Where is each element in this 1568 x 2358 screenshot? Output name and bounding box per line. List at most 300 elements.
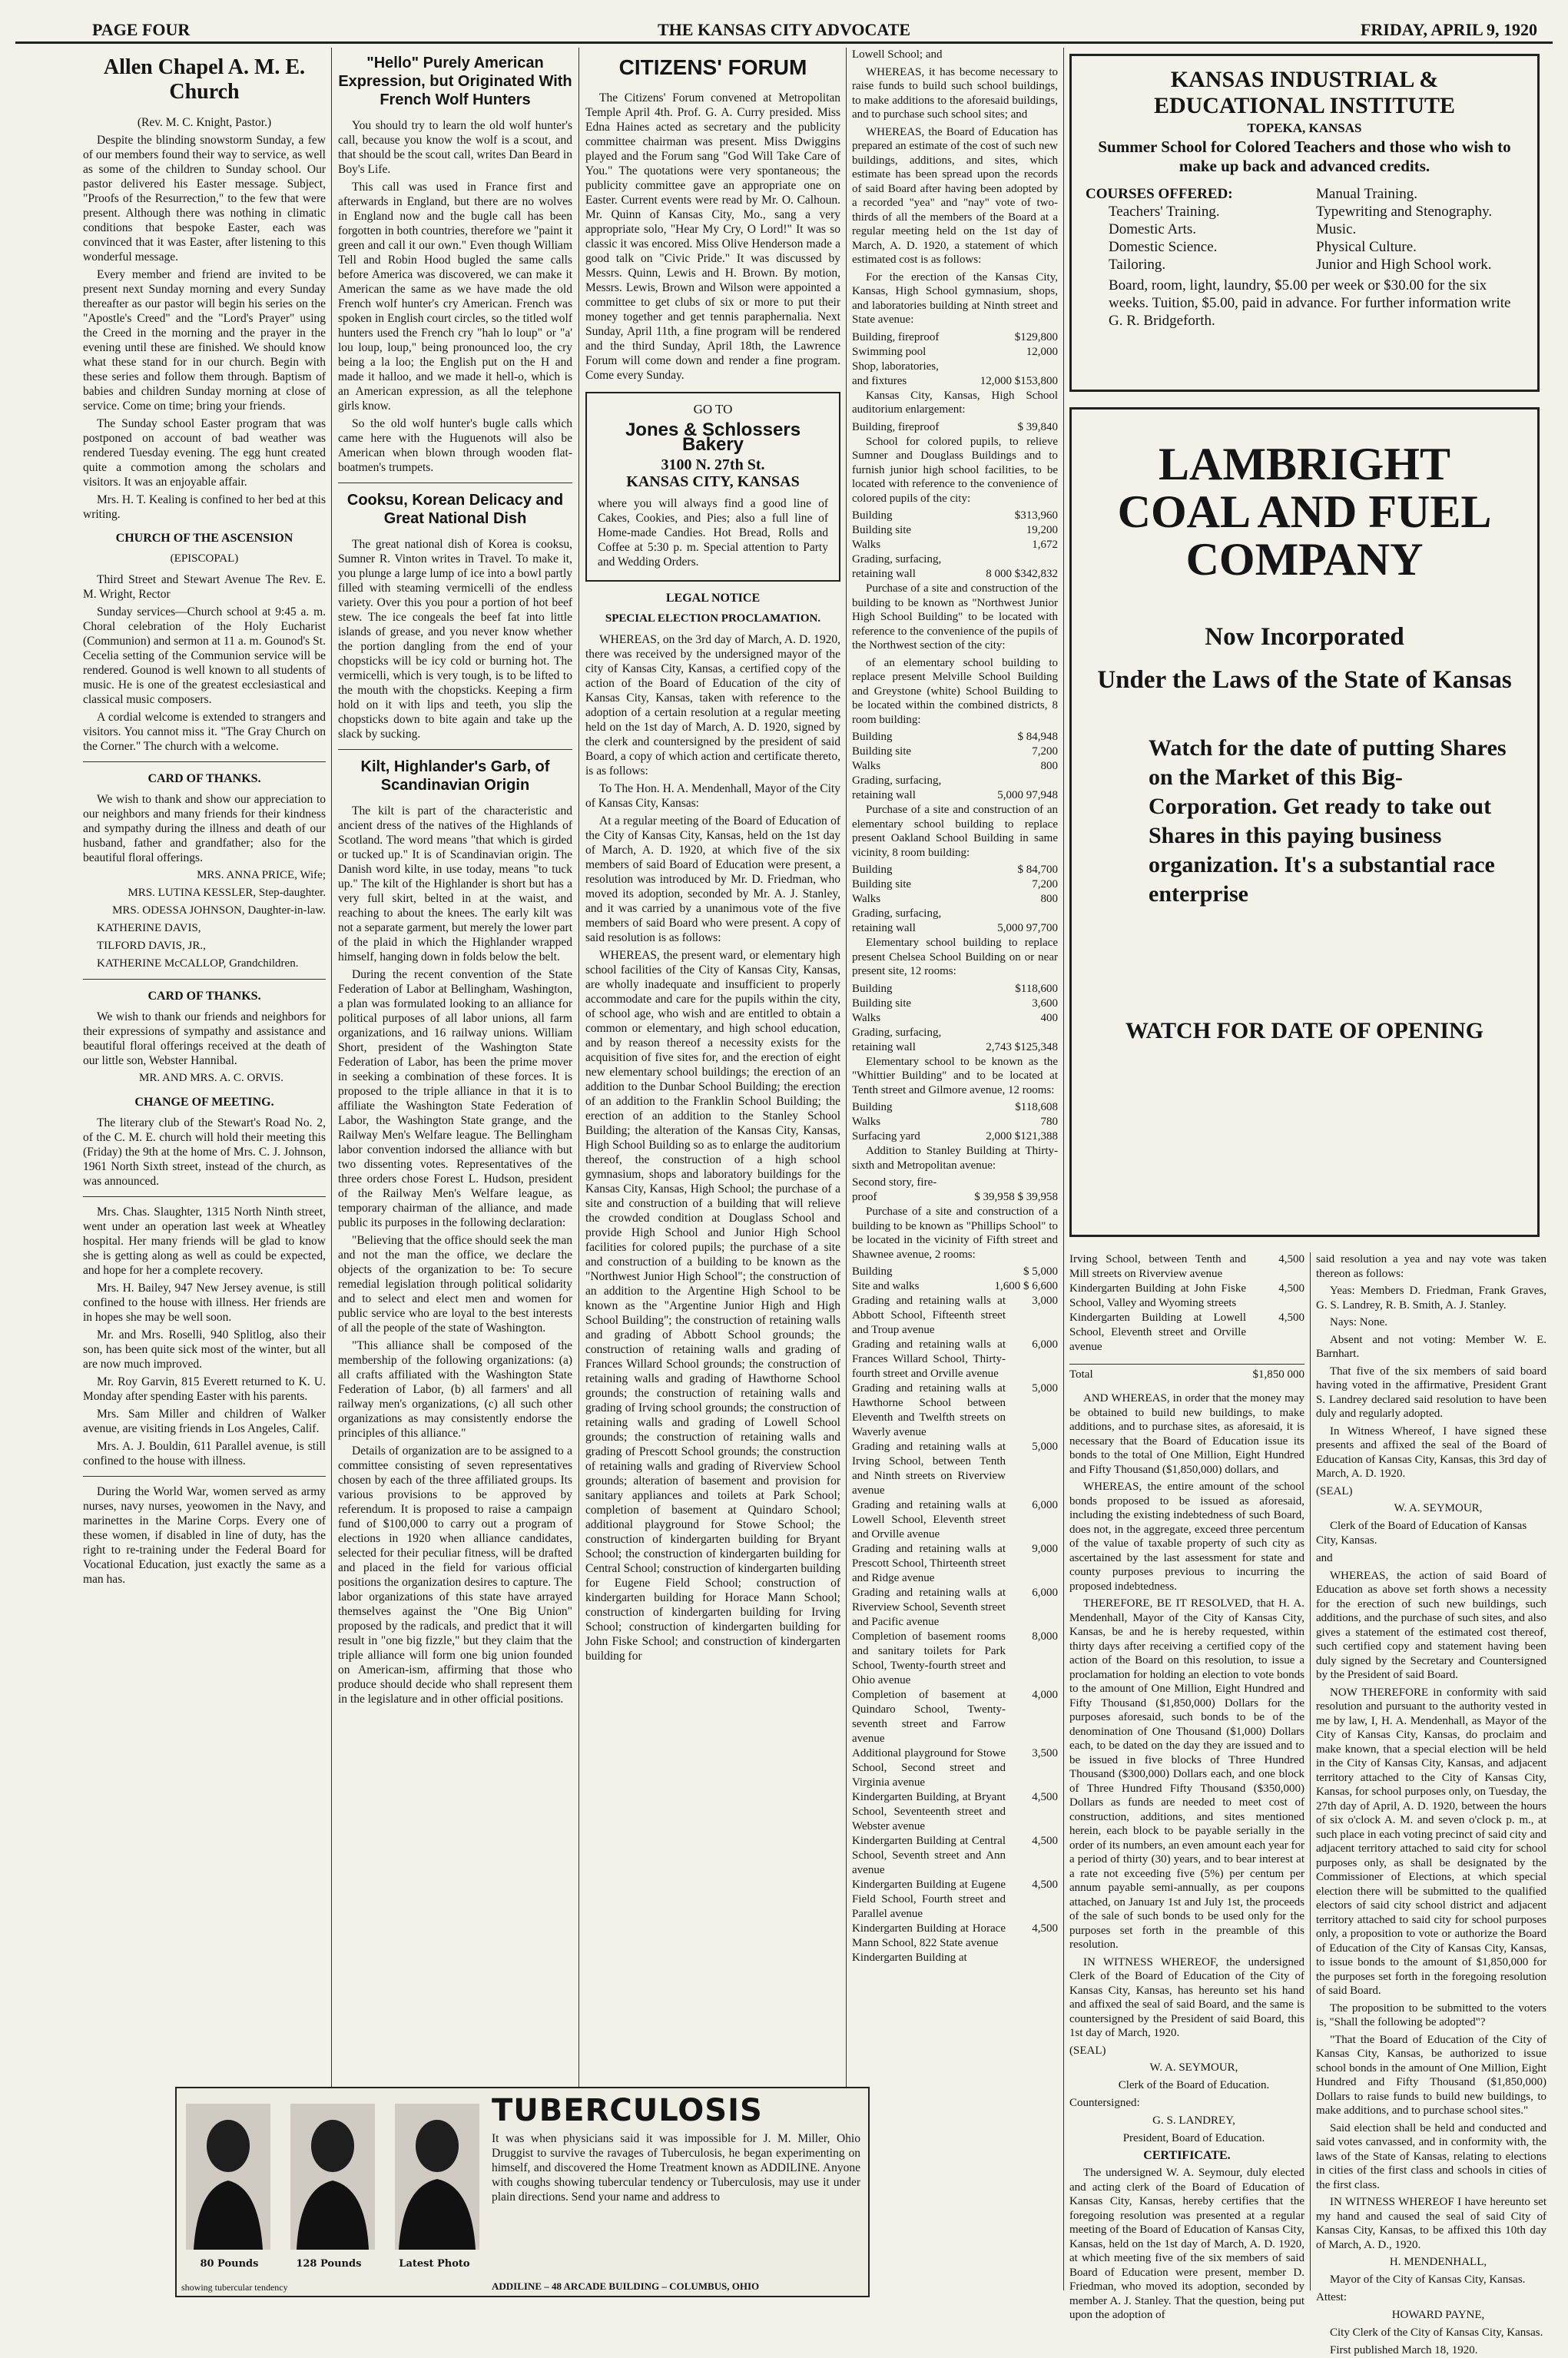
photo-caption: 128 Pounds [296,2258,362,2270]
photo-caption: Latest Photo [399,2258,470,2270]
headline-kilt: Kilt, Highlander's Garb, of Scandinavian Origin [360,758,550,794]
separator [83,979,326,980]
cost-row [852,1878,1058,1922]
cost-label: Grading, surfacing, [852,774,942,787]
cost-value: 800 [1040,760,1058,772]
cost-row [852,1265,1058,1279]
cost-label: Shop, laboratories, [852,360,939,373]
cost-label: Grading, surfacing, [852,553,942,565]
cost-label: Building site [852,524,912,536]
signature-role: City Clerk of the City of Kansas City, Kansas. [1330,2326,1543,2339]
personal-item: Mr. Roy Garvin, 815 Everett returned to K. U. Monday after spending Easter with his parents. [83,1375,326,1403]
cost-row [852,345,1058,360]
headline-card-of-thanks: CARD OF THANKS. [148,990,261,1003]
cost-value: 6,000 [1032,1338,1058,1351]
legal-paragraph: School for colored pupils, to relieve Sumner and Douglass Buildings and to furnish junior high school facilities, to be located with reference to the convenience of colored pupils of the city: [852,435,1058,505]
legal-paragraph: of an elementary school building to replace present Melville School Building and Greystone (white) School Building to be located within the combined districts, 8 room building: [852,656,1058,726]
cost-value: 12,000 [1026,345,1058,358]
separator [83,761,326,762]
cost-label: Kindergarten Building at John Fiske School, Valley and Wyoming streets [1069,1282,1246,1309]
legal-paragraph: Purchase of a site and construction of a building to be known as "Phillips School" to be located in the vicinity of Fifth street and Shawnee avenue, 2 rooms: [852,1206,1058,1261]
signature-block [83,868,326,971]
cost-row [852,1922,1058,1951]
cost-label: Building site [852,997,912,1010]
legal-paragraph: WHEREAS, the Board of Education has prepared an estimate of the cost of such new buildings, additions, and sites, which estimate has been spread upon the records of said Board after having been adopted by a recorded "yea" and "nay" vote of two-thirds of all the members of the Board at a regular meeting held on the 1st day of March, A. D. 1920, a statement of which estimated cost is as follows: [852,125,1058,266]
cost-value: 2,743 $125,348 [986,1040,1058,1053]
cost-row [852,1746,1058,1790]
legal-paragraph: To The Hon. H. A. Mendenhall, Mayor of the City of Kansas City, Kansas: [585,782,840,810]
bakery-go-to: GO TO [693,402,733,416]
cost-value: $ 39,958 $ 39,958 [974,1191,1058,1203]
cost-label: Grading and retaining walls at Riverview School, Seventh street and Pacific avenue [852,1587,1006,1628]
cost-row [852,1790,1058,1834]
legal-paragraph: Elementary school building to replace present Chelsea School Building on or near present site, 12 rooms: [852,937,1058,977]
cost-label: Additional playground for Stowe School, Second street and Virginia avenue [852,1747,1006,1789]
personal-item: Mrs. H. Bailey, 947 New Jersey avenue, is still confined to the house with illness. Her friends are in hopes she may be well soon. [83,1282,326,1324]
signature: MR. AND MRS. A. C. ORVIS. [138,1072,283,1084]
cost-row [852,1115,1058,1129]
cost-label: Grading and retaining walls at Hawthorne School between Eleventh and Twelfth streets on Waverly avenue [852,1382,1006,1438]
signature-role: President, Board of Education. [1122,2131,1265,2144]
cost-label: Grading, surfacing, [852,1026,942,1039]
portrait-photo-icon [395,2104,479,2250]
column-rule [331,48,332,2290]
page-header [15,11,1553,44]
legal-paragraph: Elementary school to be known as the "Whittier Building" and to be located at Tenth street and Gilmore avenue, 12 rooms: [852,1055,1058,1096]
course-item: Physical Culture. [1316,239,1417,255]
bakery-city: KANSAS CITY, KANSAS [626,473,800,490]
cost-label: Site and walks [852,1280,920,1292]
cost-value: 4,500 [1278,1312,1304,1324]
cost-value: 5,000 [1032,1441,1058,1453]
course-item: Typewriting and Stenography. [1316,204,1493,220]
cost-label: Kindergarten Building at Lowell School, Eleventh street and Orville avenue [1069,1312,1246,1353]
cost-label: Building, fireproof [852,330,940,343]
cost-label: Swimming pool [852,345,927,358]
seal: (SEAL) [1069,2044,1106,2057]
column-rule [578,48,579,2290]
course-item: Junior and High School work. [1316,257,1492,273]
cost-value: $118,608 [1015,1101,1058,1113]
cost-label: Walks [852,539,881,551]
institute-board: Board, room, light, laundry, $5.00 per week or $30.00 for the six weeks. Tuition, $5.00, paid in advance. For further information write G. R. Bridgeforth. [1109,277,1511,329]
cost-value: $ 5,000 [1023,1265,1058,1278]
cost-row [852,567,1058,582]
cost-label: Building [852,1101,893,1113]
seal: (SEAL) [1316,1484,1353,1497]
signature: KATHERINE McCALLOP, Grandchildren. [97,957,299,970]
separator [83,1476,326,1477]
legal-paragraph: AND WHEREAS, in order that the money may be obtained to build new buildings, to make additions, and to purchase sites, as aforesaid, it is necessary that the Board of Education issue its bonds to the total of One Million, Eight Hundred and Fifty Thousand ($1,850,000) dollars, and [1069,1392,1304,1476]
courses-label: COURSES OFFERED: [1086,186,1233,202]
cost-value: 3,000 [1032,1295,1058,1307]
cost-row [852,552,1058,567]
legal-paragraph: Kansas City, Kansas, High School auditorium enlargement: [852,389,1058,416]
cost-value: 1,600 $ 6,600 [994,1280,1058,1292]
grading-list [852,1294,1058,1965]
course-item: Domestic Science. [1109,239,1218,255]
cost-label: Building [852,864,893,876]
institute-city: TOPEKA, KANSAS [1247,121,1362,135]
lambright-ad [1069,407,1540,1237]
signature: TILFORD DAVIS, JR., [97,940,206,952]
cost-label: Grading and retaining walls at Irving School, between Tenth and Ninth streets on Riverview avenue [852,1441,1006,1497]
cost-label: Kindergarten Building, at Bryant School, Seventeenth street and Webster avenue [852,1791,1006,1832]
cost-label: Walks [852,1116,881,1128]
cost-row [852,1100,1058,1115]
bakery-body: where you will always find a good line of Cakes, Cookies, and Pies; also a full line of Home-made Candies. Hot Bread, Rolls and Coffee at 5:30 p. m. Special attention to Party and Wedding Orders. [598,497,828,569]
article-paragraph: The Citizens' Forum convened at Metropolitan Temple April 4th. Prof. G. A. Curry presided. Miss Edna Haines acted as secretary and the publicity committee chairman was present. Miss Dwiggins played and the Forum sang "God Will Take Care of You." The quotations were very spontaneous; the publicity committee gave an appropriate one on Easter. Current events were read by Mr. O. Calhoun. Mr. Quinn of Kansas City, Mo., sang a very appropriate solo, "Hear My Cry, O Lord!" It was so classic it was encored. Miss Olive Henderson made a good talk on "Civic Pride." It was discussed by Messrs. Quinn, Lewis and H. Brown. By motion, Messrs. Lewis, Brown and Wilson were appointed a committee to get clubs of six or more to put their money together and get tennis paraphernalia. Next Sunday, April 11th, a fine program will be rendered and the third Sunday, April 18th, the Lawrence Forum will come down and render a fine program. Come every Sunday. [585,91,840,382]
headline-allen-chapel: Allen Chapel A. M. E. Church [103,55,306,104]
cost-row [852,1498,1058,1542]
article-paragraph: Third Street and Stewart Avenue The Rev. E. M. Wright, Rector [83,573,326,601]
cost-value: $ 84,948 [1017,731,1058,743]
article-paragraph: "This alliance shall be composed of the membership of the following organizations: (a) all crafts affiliated with the Washington State Federation of Labor, (b) all farmers' and all railway men's organizations, (c) all such other organizations as may consistently endorse the principles of this alliance." [338,1339,572,1440]
conjunction: and [1316,1552,1333,1564]
tuberculosis-title: TUBERCULOSIS [492,2093,763,2128]
column-1 [83,48,326,2075]
cost-row [852,863,1058,877]
cost-value: $129,800 [1014,330,1058,343]
cost-row [852,1176,1058,1190]
cost-table [852,1100,1058,1144]
byline: (Rev. M. C. Knight, Pastor.) [137,116,272,129]
cost-row [852,523,1058,538]
legal-paragraph: Said election shall be held and conducted and said votes canvassed, and in conformity with, the laws of the State of Kansas, relating to elections in cities of the first class and schools in cities of the first class. [1316,2121,1546,2191]
cost-value: 4,500 [1032,1879,1058,1891]
cost-row [852,730,1058,745]
article-paragraph: The literary club of the Stewart's Road No. 2, of the C. M. E. church will hold their meeting this (Friday) the 9th at the home of Mrs. C. J. Johnson, 1961 North Sixth street, instead of the church, as was announced. [83,1116,326,1188]
signature-role: Clerk of the Board of Education of Kansas City, Kansas. [1316,1520,1527,1547]
cost-label: Building [852,731,893,743]
legal-paragraph: "That the Board of Education of the City of Kansas City, Kansas, be authorized to issue school bonds in the amount of One Million, Eight Hundred and Fifty Thousand ($1,850,000) Dollars to raise funds to build new buildings, to make additions, and to purchase school sites." [1316,2033,1546,2117]
cost-value: 1,672 [1032,539,1058,551]
lambright-name: COAL AND FUEL [1117,486,1492,537]
legal-paragraph: WHEREAS, the present ward, or elementary high school facilities of the City of Kansas City, Kansas, are wholly inadequate and insufficient to properly accommodate and care for the pupils within the city, of school age, who wish and are entitled to obtain a common or elementary, and high school education, and by reason thereof a necessity exists for the acquisition of five sites for, and the erection of eight new elementary school buildings; the erection of an addition to the Dunbar School Building; the erection of an addition to the Franklin School Building; the erection of an addition to the Stanley School Building; the alteration of the Kansas City, Kansas, High School Building so as to enlarge the auditorium thereof, the construction of a high school gymnasium, shops and laboratory buildings for the Kansas City, Kansas, High School; the purchase of a site and construction of a building that will relieve the crowded condition at Douglass School and provide High School and Junior High School facilities for colored pupils; the purchase of a site and construction of a building to be known as the "Northwest Junior High School"; the construction of an addition to the Argentine High School to be known as the "Argentine Junior High and High School Building"; the construction of retaining walls and grading of Abbott School grounds; the construction of retaining walls and grading of Frances Willard School grounds; the construction of retaining walls and grading of Hawthorne School grounds; the construction of retaining walls and grading of Irving school grounds; the construction of retaining walls and grading of Lowell School grounds; the construction of retaining walls and grading of Prescott School grounds; the construction of retaining walls and grading of Riverview School grounds; alteration of basement and provision for sanitary appliances and toilets at Park School; completion of basement at Quindaro School; additional playground for Stowe School; the construction of kindergarten building for Bryant School; the construction of kindergarten building for Central School; construction of kindergarten building for Eugene Field School; construction of kindergarten building for Horace Mann School; construction of kindergarten building for Irving School; construction of kindergarten building for John Fiske School; and construction of kindergarten building for [585,949,840,1663]
cost-table [852,730,1058,803]
issue-date: FRIDAY, APRIL 9, 1920 [1360,20,1537,39]
article-paragraph: Every member and friend are invited to be present next Sunday morning and every Sunday thereafter as our pastor will begin his series on the "Apostle's Creed" and the "Lord's Prayer" using the Creed in the morning and the prayer in the evening until these are finished. We should know what these stand for in our church. Begin with these series and follow them through. Baptism of babies and children Sunday morning at close of service. Come on time; bring your friends. [83,268,326,413]
masthead: THE KANSAS CITY ADVOCATE [657,20,910,39]
separator [338,749,572,750]
legal-paragraph: The proposition to be submitted to the voters is, "Shall the following be adopted"? [1316,2001,1546,2028]
cost-value: 4,000 [1032,1689,1058,1701]
cost-value: 4,500 [1032,1922,1058,1935]
column-3 [585,48,840,2290]
legal-paragraph: Nays: None. [1330,1316,1387,1328]
cost-value: 6,000 [1032,1499,1058,1511]
signature-role: Clerk of the Board of Education. [1118,2079,1270,2091]
personal-item: Mr. and Mrs. Roselli, 940 Splitlog, also their son, has been quite sick most of the winter, but all are now much improved. [83,1328,326,1371]
cost-label: Building site [852,878,912,890]
courses-left [1086,185,1293,274]
cost-value: 3,600 [1032,997,1058,1010]
cost-row [852,982,1058,997]
article-paragraph: We wish to thank and show our appreciation to our neighbors and many friends for their kindness and sympathy during the illness and death of our husband, father and grandfather; also for the beautiful floral offerings. [83,793,326,864]
cost-row [852,1440,1058,1498]
cost-value: 9,000 [1032,1543,1058,1555]
legal-paragraph: WHEREAS, the entire amount of the school bonds proposed to be issued as aforesaid, including the existing indebtedness of such Board, does not, in the aggregate, exceed three percentum of the value of taxable property of such city as ascertained by the last assessment for state and county purposes previous to incurring the proposed indebtedness. [1069,1481,1304,1593]
cost-label: Building [852,1265,893,1278]
cost-table [852,509,1058,582]
legal-paragraph: Addition to Stanley Building at Thirty-sixth and Metropolitan avenue: [852,1145,1058,1172]
article-paragraph: Details of organization are to be assigned to a committee consisting of seven representatives chosen by each of the three affiliated groups. Its various provisions to be approved by referendum. It is proposed to raise a campaign fund of $100,000 to carry out a program of elections in 1920 when alliance candidates, selected for their peculiar fitness, will be drafted and placed in the field for various official positions the organization desires to capture. The labor organizations of this state have arrayed themselves against the "One Big Union" proposed by the radicals, and predict that it will result in "one big fizzle," but they claim that the triple alliance will form one big union founded on American-ism, affirming that those who produce should decide who shall represent them in the legislature and in other official positions. [338,1444,572,1706]
column-rule [1310,1252,1311,2290]
legal-paragraph: WHEREAS, the action of said Board of Education as above set forth shows a necessity for the erection of such new buildings, such additions, and the purchase of such sites, and also gives a statement of the estimated cost thereof, such certified copy and statement having been duly signed by the Secretary and Countersigned by the President of said Board. [1316,1569,1546,1681]
cost-label: Irving School, between Tenth and Mill streets on Riverview avenue [1069,1253,1246,1280]
portrait-photo-icon [290,2104,375,2250]
legal-paragraph: IN WITNESS WHEREOF I have hereunto set my hand and caused the seal of said City of Kansas City, Kansas, to be affixed this 10th day of March, A. D., 1920. [1316,2196,1546,2251]
cost-value: 800 [1040,893,1058,905]
bakery-name: Jones & Schlossers Bakery [625,420,801,455]
cost-row [852,1630,1058,1688]
article-paragraph: Mrs. H. T. Kealing is confined to her bed at this writing. [83,493,326,521]
cost-value: 7,200 [1032,878,1058,890]
signature: H. MENDENHALL, [1389,2256,1487,2268]
headline-legal-notice: LEGAL NOTICE [665,592,761,605]
cost-row [852,759,1058,774]
cost-label: Grading and retaining walls at Lowell School, Eleventh street and Orville avenue [852,1499,1006,1540]
institute-title: KANSAS INDUSTRIAL & EDUCATIONAL INSTITUTE [1153,67,1456,118]
cost-row [852,420,1058,435]
legal-paragraph: NOW THEREFORE in conformity with said resolution and pursuant to the authority vested in me by law, I, H. A. Mendenhall, as Mayor of the City of Kansas City, Kansas, do proclaim and make known, that a special election will be held in the City of Kansas City, Kansas, and adjacent territory attached to the City of Kansas City, Kansas, for school purposes only, on Tuesday, the 27th day of April, A. D. 1920, between the hours of six o'clock A. M. and seven o'clock p. m., at such place in each voting precinct of said city and adjacent territory attached to said city for school purposes only, as shall be designated by the Commissioner of Elections, at which special election there will be submitted to the qualified electors of said city school district and adjacent territory attached to said city for school purposes only, a proposition to vote or authorize the Board of Education of the City of Kansas City, Kansas, to issue bonds to the amount of $1,850,000 for the purposes set forth in the foregoing resolution of said Board. [1316,1686,1546,1997]
cost-label: Building, fireproof [852,420,940,433]
headline-card-of-thanks: CARD OF THANKS. [148,772,261,785]
legal-paragraph: Absent and not voting: Member W. E. Barnhart. [1316,1333,1546,1360]
cost-row [852,907,1058,921]
cost-row [852,374,1058,389]
cost-table [852,330,1058,389]
cost-row [852,538,1058,552]
cost-value: $313,960 [1014,509,1058,522]
kansas-institute-ad [1069,54,1540,392]
photo-caption: 80 Pounds [200,2258,259,2270]
cost-label: Building [852,982,893,995]
cost-row [852,1951,1058,1965]
article-paragraph: Sunday services—Church school at 9:45 a. m. Choral celebration of the Holy Eucharist (Communion) and sermon at 11 a. m. Gounod's St. Cecelia setting of the Communion service will be rendered. Gounod is well known to all students of music. He is one of the greatest ecclesiastical and classical music composers. [83,605,326,706]
cost-row [852,1294,1058,1338]
cost-value: 3,500 [1032,1747,1058,1759]
article-paragraph: The Sunday school Easter program that was postponed on account of bad weather was rendered Tuesday evening. The egg hunt created quite a commotion among the scholars and visitors. It was an enjoyable affair. [83,417,326,489]
cost-label: Walks [852,893,881,905]
cost-label: Kindergarten Building at Eugene Field School, Fourth street and Parallel avenue [852,1879,1006,1920]
total-label: Total [1069,1368,1093,1381]
legal-paragraph: Yeas: Members D. Friedman, Frank Graves, G. S. Landrey, R. B. Smith, A. J. Stanley. [1316,1285,1546,1312]
signature-role: Mayor of the City of Kansas City, Kansas. [1330,2273,1526,2286]
countersigned: Countersigned: [1069,2097,1140,2109]
tuberculosis-body: It was when physicians said it was impossible for J. M. Miller, Ohio Druggist to survive the ravages of Tuberculosis, he began experimenting on himself, and discovered the Home Treatment known as ADDILINE. Anyone with coughs showing tubercular tendency or Tuberculosis, may use it under plain directions. Send your name and address to [492,2132,860,2204]
cost-value: 5,000 97,700 [997,922,1058,934]
legal-paragraph: WHEREAS, on the 3rd day of March, A. D. 1920, there was received by the undersigned mayor of the city of Kansas City, Kansas, a certified copy of the action of the Board of Education of the city of Kansas City, Kansas, taken with reference to the adoption of a certain resolution at a regular meeting held on the 1st day of March, A. D. 1920, signed by the clerk and countersigned by the president of said Board, a copy of which action and certificate thereto, is as follows: [585,633,840,778]
certificate-title: CERTIFICATE. [1143,2148,1231,2162]
lambright-watch: WATCH FOR DATE OF OPENING [1125,1018,1484,1043]
cost-label: Kindergarten Building at [852,1952,967,1964]
cost-row [852,360,1058,374]
cost-row [852,509,1058,523]
cost-value: 5,000 [1032,1382,1058,1395]
courses-grid [1086,185,1523,274]
cost-value: $118,600 [1015,982,1058,995]
lambright-name: COMPANY [1185,534,1424,585]
cost-value: 7,200 [1032,745,1058,758]
cost-row [852,1338,1058,1381]
cost-row [852,745,1058,759]
article-paragraph: This call was used in France first and afterwards in England, but there are no wolves in England now and the bugle call has been forgotten in both countries, therefore we "paint it green and call it our own." Even though William Tell and Robin Hood bugled the same calls before America was discovered, we can make it American the same as we have made the old French wolf hunter's cry American. French was spoken in English court circles, so the titled wolf hunters used the French cry "hah lo loup" or "a' lou loup, loup," being pronounced loo, the cry being a la loo; the English put on the H and made it halloo, and we made it hell-o, which is an American expression, as all the telephone girls know. [338,181,572,413]
course-item: Music. [1316,221,1357,237]
institute-summer: Summer School for Colored Teachers and those who wish to make up back and advanced credits. [1098,138,1511,175]
signature: G. S. LANDREY, [1152,2114,1235,2127]
signature: MRS. ODESSA JOHNSON, Daughter-in-law. [112,904,326,917]
cost-label: Kindergarten Building at Central School, Seventh street and Ann avenue [852,1835,1006,1876]
course-item: Manual Training. [1316,186,1417,202]
cost-value: 4,500 [1032,1791,1058,1803]
headline-citizens-forum: CITIZENS' FORUM [618,55,807,79]
article-paragraph: We wish to thank our friends and neighbors for their expressions of sympathy and assistance and beautiful floral offerings received at the death of our little son, Webster Hannibal. [83,1010,326,1067]
cost-table [852,982,1058,1055]
personal-item: Mrs. A. J. Bouldin, 611 Parallel avenue, is still confined to the house with illness. [83,1440,326,1468]
article-paragraph: The great national dish of Korea is cooksu, Sumner R. Vinton writes in Travel. To make it, you plunge a large lump of ice into a bowl partly filled with steaming vermicelli of the endless variety. Over this you pour a portion of hot beef stew. The ice congeals the beef fat into little islands of grease, and you never know whether the portion dangling from the end of your chopsticks will be icy cold or burning hot. The vermicelli, which is very tough, is to be lifted to the mouth with the chopsticks. Keeping a firm hold on it with lips and teeth, you slip the chopsticks down to bite again and take up the slack by sucking. [338,538,572,741]
cost-row [852,1586,1058,1630]
cost-value: 8,000 [1032,1630,1058,1643]
cost-row [852,1190,1058,1205]
cost-label: Building site [852,745,912,758]
cost-label: Grading, surfacing, [852,907,942,920]
legal-paragraph: WHEREAS, it has become necessary to raise funds to build such school buildings, to make additions to the aforesaid buildings, and to purchase such school sites; and [852,65,1058,121]
cost-row [852,1040,1058,1055]
legal-paragraph: IN WITNESS WHEREOF, the undersigned Clerk of the Board of Education of the City of Kansas City, Kansas, has hereunto set his hand and affixed the seal of said Board, and the same is countersigned by the President of said Board, this 1st day of March, 1920. [1069,1955,1304,2039]
column-6 [1316,1252,1546,2356]
cost-label: Second story, fire- [852,1176,937,1189]
bakery-address: 3100 N. 27th St. [661,456,765,473]
legal-paragraph: That five of the six members of said board having voted in the affirmative, President Grant S. Landrey declared said resolution to have been duly and regularly adopted. [1316,1365,1546,1420]
page-number: PAGE FOUR [92,20,191,39]
lambright-incorporated: Now Incorporated [1205,623,1404,651]
lambright-pitch: Watch for the date of putting Shares on the Market of this Big-Corporation. Get ready to take out Shares in this paying business organization. It's a substantial race enterprise [1149,735,1507,907]
article-paragraph: Despite the blinding snowstorm Sunday, a few of our members found their way to service, as well as some of the children to Sunday school. Our pastor delivered his Easter message. Subject, "Proofs of the Resurrection," to the few that were present. Although there was nothing in climatic conditions that bespoke Easter, each was convinced that it was Easter, after listening to this wonderful message. [83,134,326,264]
legal-paragraph: At a regular meeting of the Board of Education of the City of Kansas City, Kansas, held on the 1st day of March, A. D. 1920, at which five of the six members of said Board of Education were present, a resolution was introduced by Mr. D. Friedman, who moved its adoption, seconded by Mr. A. J. Stanley, and it was carried by a unanimous vote of the five members of said Board who were present. A copy of said resolution is as follows: [585,814,840,944]
cost-row [852,892,1058,907]
cost-value: 2,000 $121,388 [986,1130,1058,1143]
total-value: $1,850 000 [1252,1368,1304,1381]
legal-paragraph: THEREFORE, BE IT RESOLVED, that H. A. Mendenhall, Mayor of the City of Kansas City, Kansas, be and he is hereby requested, within thirty days after receiving a certified copy of the action of the Board on this resolution, to issue a proclamation for holding an election to vote bonds to the amount of One Million, Eight Hundred and Fifty Thousand ($1,850,000) Dollars for the purposes aforesaid, such bonds to be of the denomination of One Thousand ($1,000) Dollars each, to be dated on the day they are issued and to be issued in five blocks of Three Hundred Thousand ($300,000) Dollars each, and one block of Three Hundred Fifty Thousand ($350,000) Dollars as funds are needed to meet cost of construction, additions, and sites mentioned herein, each block to be payable serially in the order of its numbers, an even amount each year for a period of thirty (30) years, and to bear interest at a rate not exceeding five (5%) per centum per annum payable semi-annually, as per coupons attached, on January 1st and July 1st, the proceeds of the sale of such bonds to be used only for the purposes set forth in the preamble of this resolution. [1069,1597,1304,1951]
cost-value: 4,500 [1032,1835,1058,1847]
article-paragraph: You should try to learn the old wolf hunter's call, because you know the wolf is a scout, and that should be the scout call, writes Dan Beard in Boy's Life. [338,119,572,176]
legal-paragraph: In Witness Whereof, I have signed these presents and affixed the seal of the Board of Education of Kansas City, Kansas, this 3rd day of March, A. D. 1920. [1316,1424,1546,1480]
headline-ascension: CHURCH OF THE ASCENSION [115,532,293,545]
cost-row [852,877,1058,892]
course-item: Tailoring. [1109,257,1166,273]
column-2 [338,48,572,2075]
signature: HOWARD PAYNE, [1391,2308,1485,2321]
cost-row [852,774,1058,788]
course-item: Teachers' Training. [1109,204,1220,220]
cost-label: Grading and retaining walls at Prescott School, Thirteenth street and Ridge avenue [852,1543,1006,1584]
cost-row [852,1542,1058,1586]
cost-row [852,997,1058,1011]
cost-row [852,1279,1058,1294]
cost-value: $ 39,840 [1017,420,1058,433]
cost-row [852,1834,1058,1878]
cost-row [1069,1282,1304,1311]
column-rule [1063,48,1064,2290]
headline-hello: "Hello" Purely American Expression, but Originated With French Wolf Hunters [338,55,572,108]
legal-paragraph: said resolution a yea and nay vote was taken thereon as follows: [1316,1253,1546,1280]
cost-label: Walks [852,760,881,772]
headline-change-of-meeting: CHANGE OF MEETING. [134,1096,274,1109]
tuberculosis-ad [175,2087,870,2297]
portrait-photo-icon [186,2104,270,2250]
cost-label: and fixtures [852,374,907,387]
cost-row [852,921,1058,936]
cost-label: Grading and retaining walls at Abbott School, Fifteenth street and Troup avenue [852,1295,1006,1336]
cost-value: 5,000 97,948 [997,789,1058,801]
cost-label: retaining wall [852,1040,916,1053]
cost-row [852,1011,1058,1026]
cost-label: proof [852,1191,877,1203]
lambright-name: LAMBRIGHT [1158,439,1451,489]
cost-row [852,330,1058,345]
photo-captions [181,2258,489,2270]
cost-row [852,1129,1058,1144]
legal-paragraph: Purchase of a site and construction of the building to be known as "Northwest Junior High School Building" to be located with reference to the convenience of the pupils of the Northwest section of the city: [852,582,1058,652]
tuberculosis-address: ADDILINE – 48 ARCADE BUILDING – COLUMBUS, OHIO [492,2280,760,2292]
article-paragraph: So the old wolf hunter's bugle calls which came here with the Huguenots will also be American when blown through wooden flat-boatmen's trumpets. [338,417,572,474]
separator [83,1196,326,1197]
published-date: First published March 18, 1920. [1330,2343,1478,2356]
article-paragraph: During the recent convention of the State Federation of Labor at Bellingham, Washington, a plan was formulated looking to an alliance for political purposes of all labor unions, all farm organizations, and 16 railway unions. William Short, president of the Washington State Federation of Labor, has been the prime mover in seeking a combination of these forces. It is proposed to the triple alliance in that it is to affiliate the Washington State Federation of Labor, the Washington State grange, and the Railway Men's Welfare league. The Bellingham labor convention indorsed the alliance with but two dissenting votes. Representatives of the three orders chose Forest L. Hudson, president of the Railway Men's Welfare league, as temporary chairman of the alliance, and made public its purposes in the following declaration: [338,968,572,1229]
cost-value: 4,500 [1278,1253,1304,1265]
bakery-ad [585,392,840,582]
cost-label: Building [852,509,893,522]
signature: MRS. ANNA PRICE, Wife; [197,869,326,881]
cost-label: Completion of basement at Quindaro School, Twenty-seventh street and Farrow avenue [852,1689,1006,1745]
cost-label: retaining wall [852,568,916,580]
cost-value: 400 [1040,1011,1058,1024]
cost-table [852,863,1058,936]
total-row [1069,1364,1304,1382]
cost-label: Kindergarten Building at Horace Mann School, 822 State avenue [852,1922,1006,1949]
cost-row [852,1688,1058,1746]
signature: KATHERINE DAVIS, [97,922,201,934]
legal-paragraph: Lowell School; and [852,48,943,61]
article-paragraph: A cordial welcome is extended to strangers and visitors. You cannot miss it. "The Gray Church on the Corner." The church with a welcome. [83,711,326,753]
personal-item: Mrs. Chas. Slaughter, 1315 North Ninth street, went under an operation last week at Wheatley hospital. Her many friends will be glad to know she is getting along as well as could be expected, and hope for her a complete recovery. [83,1206,326,1277]
subhead-episcopal: (EPISCOPAL) [170,552,239,565]
cost-label: Walks [852,1011,881,1024]
cost-row [1069,1311,1304,1355]
headline-cooksu: Cooksu, Korean Delicacy and Great National Dish [346,492,564,527]
personal-item: Mrs. Sam Miller and children of Walker avenue, are visiting friends in Los Angeles, Calif. [83,1408,326,1435]
lambright-laws: Under the Laws of the State of Kansas [1097,666,1512,694]
personal-item: During the World War, women served as army nurses, navy nurses, yeowomen in the Navy, and marinettes in the Marine Corps. Every one of these women, if disabled in line of duty, has the right to re-training under the Federal Board for Vocational Education, just exactly the same as a man has. [83,1485,326,1586]
signature: W. A. SEYMOUR, [1394,1502,1483,1514]
cost-label: retaining wall [852,922,916,934]
cost-label: Grading and retaining walls at Frances Willard School, Thirty-fourth street and Orville avenue [852,1338,1006,1380]
cost-row [852,1026,1058,1040]
attest: Attest: [1316,2291,1347,2303]
legal-paragraph: For the erection of the Kansas City, Kansas, High School gymnasium, shops, and laboratories building at Ninth street and State avenue: [852,270,1058,326]
cost-value: 4,500 [1278,1282,1304,1295]
signature: W. A. SEYMOUR, [1149,2061,1238,2074]
signature: MRS. LUTINA KESSLER, Step-daughter. [128,887,326,899]
column-rule [846,48,847,2290]
cost-value: 12,000 $153,800 [980,374,1058,387]
cost-value: 6,000 [1032,1587,1058,1599]
cost-value: 19,200 [1026,524,1058,536]
cost-label: Completion of basement rooms and sanitary toilets for Park School, Twenty-fourth street and Ohio avenue [852,1630,1006,1686]
cost-row [1069,1252,1304,1282]
cost-row [852,788,1058,803]
